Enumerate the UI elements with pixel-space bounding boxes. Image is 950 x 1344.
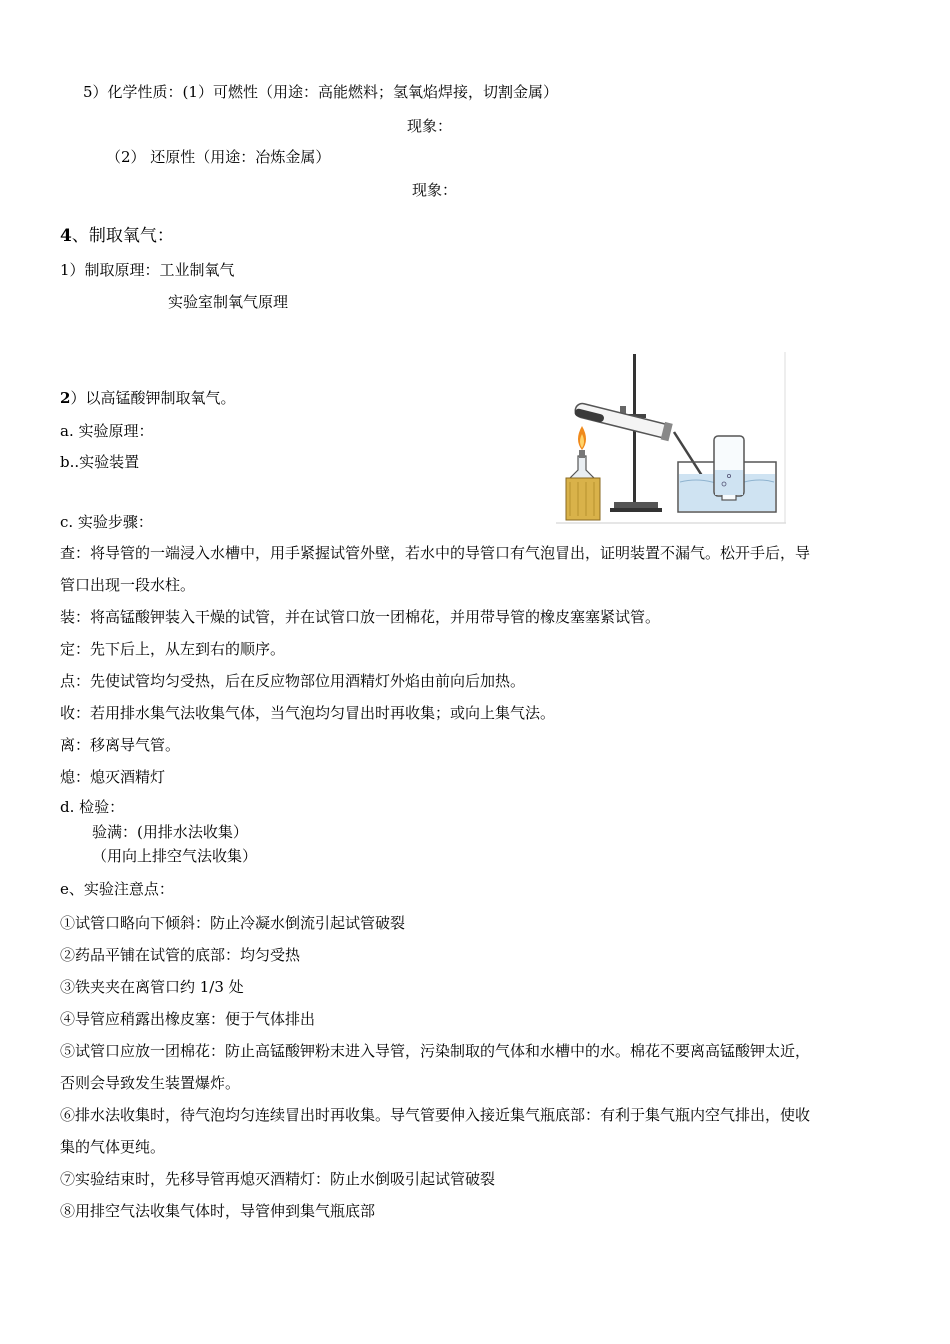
note-5-line2: 否则会导致发生装置爆炸。 bbox=[60, 1074, 241, 1092]
apparatus-figure bbox=[556, 352, 786, 524]
note-8: ⑧用排空气法收集气体时，导管伸到集气瓶底部 bbox=[60, 1202, 376, 1220]
chem-props-line2: （2） 还原性（用途：冶炼金属） bbox=[106, 148, 331, 166]
item-b-apparatus: b..实验装置 bbox=[60, 453, 140, 471]
step-collect: 收：若用排水集气法收集气体，当气泡均匀冒出时再收集；或向上集气法。 bbox=[60, 704, 556, 722]
item-c-steps: c. 实验步骤： bbox=[60, 513, 153, 531]
section-4-heading bbox=[60, 226, 174, 246]
note-6-line1: ⑥排水法收集时，待气泡均匀连续冒出时再收集。导气管要伸入接近集气瓶底部：有利于集气瓶内空气排出，使收 bbox=[60, 1106, 811, 1124]
note-1: ①试管口略向下倾斜：防止冷凝水倒流引起试管破裂 bbox=[60, 914, 406, 932]
step-check-line1: 查：将导管的一端浸入水槽中，用手紧握试管外壁，若水中的导管口有气泡冒出，证明装置不漏气。松开手后，导 bbox=[60, 544, 811, 562]
item-d-test: d. 检验： bbox=[60, 798, 125, 816]
kmno4-title: ）以高锰酸钾制取氧气。 bbox=[70, 389, 236, 407]
step-remove: 离：移离导气管。 bbox=[60, 736, 181, 754]
notes-title: e、实验注意点： bbox=[60, 880, 174, 898]
item-a-principle: a. 实验原理： bbox=[60, 422, 154, 440]
principle-line: 1）制取原理：工业制氧气 bbox=[60, 261, 235, 279]
lab-principle-line: 实验室制氧气原理 bbox=[168, 293, 289, 311]
note-3: ③铁夹夹在离管口约 1/3 处 bbox=[60, 978, 244, 996]
test-full-air: （用向上排空气法收集） bbox=[92, 847, 258, 865]
kmno4-number: 2 bbox=[60, 389, 71, 407]
test-full-water: 验满：(用排水法收集） bbox=[92, 823, 248, 841]
step-load: 装：将高锰酸钾装入干燥的试管，并在试管口放一团棉花，并用带导管的橡皮塞塞紧试管。 bbox=[60, 608, 661, 626]
step-ignite: 点：先使试管均匀受热，后在反应物部位用酒精灯外焰由前向后加热。 bbox=[60, 672, 526, 690]
note-4: ④导管应稍露出橡皮塞：便于气体排出 bbox=[60, 1010, 316, 1028]
note-2: ②药品平铺在试管的底部：均匀受热 bbox=[60, 946, 301, 964]
step-fix: 定：先下后上，从左到右的顺序。 bbox=[60, 640, 286, 658]
note-5-line1: ⑤试管口应放一团棉花：防止高锰酸钾粉末进入导管，污染制取的气体和水槽中的水。棉花不要离高锰酸钾太近， bbox=[60, 1042, 811, 1060]
note-6-line2: 集的气体更纯。 bbox=[60, 1138, 166, 1156]
section-4-title: 、制取氧气： bbox=[71, 226, 174, 246]
oxygen-preparation-apparatus-icon bbox=[556, 352, 786, 524]
step-extinguish: 熄：熄灭酒精灯 bbox=[60, 768, 166, 786]
phenomenon-label-2: 现象： bbox=[412, 181, 458, 199]
step-check-line2: 管口出现一段水柱。 bbox=[60, 576, 196, 594]
note-7: ⑦实验结束时，先移导管再熄灭酒精灯：防止水倒吸引起试管破裂 bbox=[60, 1170, 496, 1188]
kmno4-heading bbox=[60, 388, 235, 408]
phenomenon-label-1: 现象： bbox=[407, 117, 453, 135]
section-4-number: 4 bbox=[60, 226, 72, 246]
chem-props-line1: 5）化学性质：(1）可燃性（用途：高能燃料；氢氧焰焊接，切割金属） bbox=[83, 83, 558, 101]
